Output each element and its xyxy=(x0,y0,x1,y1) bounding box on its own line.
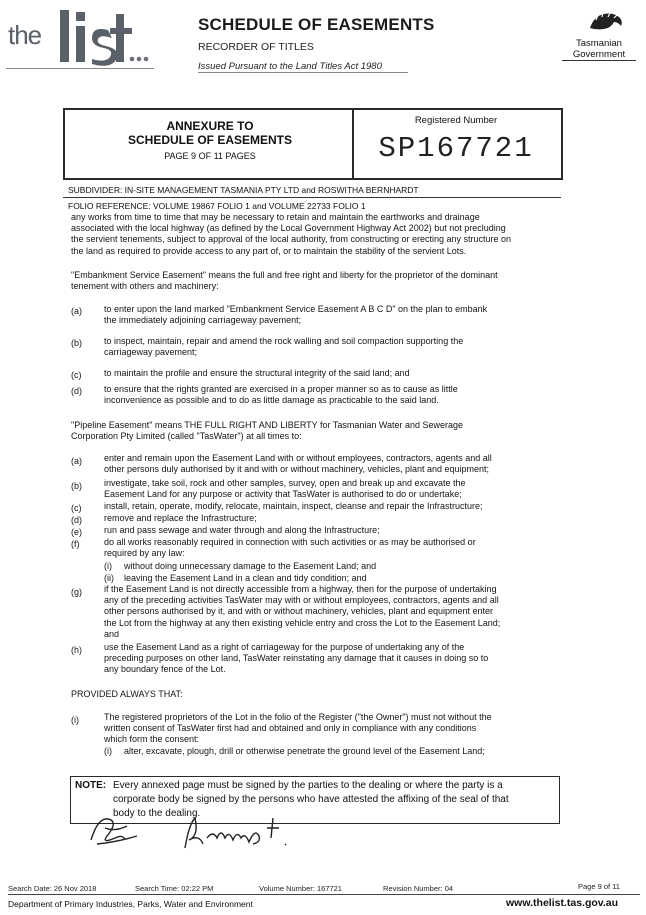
item-label: (g) xyxy=(71,587,82,597)
item-text xyxy=(104,368,410,379)
item-text xyxy=(104,304,487,326)
item-text xyxy=(104,384,458,406)
item-line: the Lot from the highway at any then existing vehicle entry and cross the Lot to the Easement Land; xyxy=(104,617,501,628)
item-line: if the Easement Land is not directly accessible from a highway, then for the purpose of undertaking xyxy=(104,584,497,594)
annexure-box-divider xyxy=(352,108,354,180)
item-line: remove and replace the Infrastructure; xyxy=(104,513,257,523)
note-label: NOTE: xyxy=(75,780,107,791)
footer-department: Department of Primary Industries, Parks, Water and Environment xyxy=(8,899,253,909)
item-line: The registered proprietors of the Lot in the folio of the Register ("the Owner") must not without the xyxy=(104,712,492,722)
pipeline-definition xyxy=(71,420,463,442)
item-line: inconvenience as possible and to do as little damage as practicable to the said land. xyxy=(104,395,439,406)
note-line3: body to the dealing. xyxy=(113,808,201,819)
item-label: (i) xyxy=(71,715,79,725)
item-line: any boundary fence of the Lot. xyxy=(104,664,226,675)
item-line: run and pass sewage and water through and along the Infrastructure; xyxy=(104,525,380,535)
gov-name-line2: Government xyxy=(572,49,626,60)
subdivider: SUBDIVIDER: IN-SITE MANAGEMENT TASMANIA PTY LTD and ROSWITHA BERNHARDT xyxy=(68,185,419,195)
subitem-text: without doing unnecessary damage to the Easement Land; and xyxy=(124,561,377,571)
subdivider-rule xyxy=(63,197,561,198)
annexure-page-of: PAGE 9 OF 11 PAGES xyxy=(164,151,256,161)
footer-rule xyxy=(8,894,640,895)
item-label: (a) xyxy=(71,306,82,316)
subitem-text: alter, excavate, plough, drill or otherwise penetrate the ground level of the Easement Land; xyxy=(124,746,485,756)
item-label: (h) xyxy=(71,645,82,655)
gov-name-line1: Tasmanian xyxy=(576,38,622,49)
item-line: investigate, take soil, rock and other samples, survey, open and break up and excavate the xyxy=(104,478,466,488)
footer-revision-number: Revision Number: 04 xyxy=(383,884,454,893)
annexure-title-line1: ANNEXURE TO xyxy=(166,119,254,133)
subitem-text: leaving the Easement Land in a clean and tidy condition; and xyxy=(124,573,367,583)
footer-volume-number: Volume Number: 167721 xyxy=(259,884,342,893)
item-label: (c) xyxy=(71,503,82,513)
item-label: (c) xyxy=(71,370,82,380)
header-issued: Issued Pursuant to the Land Titles Act 1980 xyxy=(198,61,382,72)
tasmanian-tiger-crest-icon xyxy=(586,8,626,34)
item-text xyxy=(104,478,466,500)
item-text xyxy=(104,642,488,676)
item-line: to enter upon the land marked "Embankment Service Easement A B C D" on the plan to embank xyxy=(104,304,488,314)
footer-url-link[interactable]: www.thelist.tas.gov.au xyxy=(506,897,619,909)
item-label: (a) xyxy=(71,456,82,466)
item-line: written consent of TasWater first had and obtained and only in compliance with any conditions xyxy=(104,723,477,734)
footer-search-time: Search Time: 02:22 PM xyxy=(135,884,214,893)
intro-line: any works from time to time that may be necessary to retain and maintain the earthworks and drainage xyxy=(71,212,480,222)
item-line: preceding purposes on other land, TasWater reinstating any damage that it causes in doing so to xyxy=(104,653,489,664)
footer-page: Page 9 of 11 xyxy=(578,882,620,891)
item-line: and xyxy=(104,628,120,639)
definition-line: Corporation Pty Limited (called "TasWater") at all times to: xyxy=(71,431,302,442)
registered-number-label: Registered Number xyxy=(414,115,498,126)
item-line: to ensure that the rights granted are exercised in a proper manner so as to cause as little xyxy=(104,384,458,394)
definition-line: "Pipeline Easement" means THE FULL RIGHT AND LIBERTY for Tasmanian Water and Sewerage xyxy=(71,420,464,430)
item-line: do all works reasonably required in connection with such activities or as may be authorised or xyxy=(104,537,476,547)
item-line: install, retain, operate, modify, relocate, maintain, inspect, cleanse and repair the Infrastructure; xyxy=(104,501,483,511)
intro-line: the servient tenements, subject to approval of the local authority, from constructing or erecting any structure on xyxy=(71,234,512,245)
gov-rule xyxy=(562,60,636,61)
item-text xyxy=(104,336,463,358)
item-text xyxy=(104,525,380,536)
item-line: to inspect, maintain, repair and amend the rock walling and soil compaction supporting the xyxy=(104,336,464,346)
subitem-label: (ii) xyxy=(104,573,114,583)
item-line: Easement Land for any purpose or activity that TasWater is authorised to do or undertake; xyxy=(104,489,462,500)
item-label: (b) xyxy=(71,338,82,348)
item-line: carriageway pavement; xyxy=(104,347,198,358)
footer-search-date: Search Date: 26 Nov 2018 xyxy=(8,884,97,893)
item-line: required by any law: xyxy=(104,548,185,559)
item-text xyxy=(104,712,492,746)
item-line: any of the preceding activities TasWater may with or without employees, contractors, agents and all xyxy=(104,595,499,606)
item-text xyxy=(104,501,483,512)
header-subtitle: RECORDER OF TITLES xyxy=(198,41,314,53)
item-label: (d) xyxy=(71,386,82,396)
subitem-label: (i) xyxy=(104,746,112,756)
embankment-definition xyxy=(71,270,498,292)
definition-line: "Embankment Service Easement" means the full and free right and liberty for the proprietor of the dominant xyxy=(71,270,498,280)
item-line: enter and remain upon the Easement Land with or without employees, contractors, agents and all xyxy=(104,453,492,463)
note-line1: Every annexed page must be signed by the parties to the dealing or where the party is a xyxy=(113,780,503,791)
thelist-logo xyxy=(6,6,156,74)
intro-line: the land as required to provide access to any part of, or to maintain the stability of the servient Lots. xyxy=(71,245,467,256)
header-title: SCHEDULE OF EASEMENTS xyxy=(198,15,435,34)
item-label: (b) xyxy=(71,481,82,491)
definition-line: tenement with others and machinery: xyxy=(71,281,219,292)
svg-text:the: the xyxy=(8,20,42,50)
intro-line: associated with the local highway (as defined by the Local Government Highway Act 2002) but not precluding xyxy=(71,223,506,234)
item-text xyxy=(104,537,476,559)
item-text xyxy=(104,584,500,640)
provided-heading: PROVIDED ALWAYS THAT: xyxy=(71,689,183,699)
header-rule xyxy=(198,72,408,73)
annexure-title-line2: SCHEDULE OF EASEMENTS xyxy=(127,133,292,147)
registered-number-value: SP167721 xyxy=(378,132,534,165)
item-line: other persons authorised by it, and with or without machinery, vehicles, plant and equipment enter xyxy=(104,606,494,617)
signatures-handwritten xyxy=(85,800,305,856)
item-label: (d) xyxy=(71,515,82,525)
item-label: (f) xyxy=(71,539,80,549)
item-label: (e) xyxy=(71,527,82,537)
note-line2: corporate body be signed by the persons who have attested the affixing of the seal of that xyxy=(113,794,509,805)
item-text xyxy=(104,453,492,475)
item-line: to maintain the profile and ensure the structural integrity of the said land; and xyxy=(104,368,410,378)
folio-reference: FOLIO REFERENCE: VOLUME 19867 FOLIO 1 and VOLUME 22733 FOLIO 1 xyxy=(68,201,366,211)
subitem-label: (i) xyxy=(104,561,112,571)
item-line: which form the consent: xyxy=(104,734,200,745)
item-text xyxy=(104,513,257,524)
item-line: other persons duly authorised by it and with or without machinery, vehicles, plant and equipment; xyxy=(104,464,490,475)
item-line: use the Easement Land as a right of carriageway for the purpose of undertaking any of the xyxy=(104,642,465,652)
item-line: the immediately adjoining carriageway pavement; xyxy=(104,315,302,326)
intro-paragraph xyxy=(71,212,511,257)
